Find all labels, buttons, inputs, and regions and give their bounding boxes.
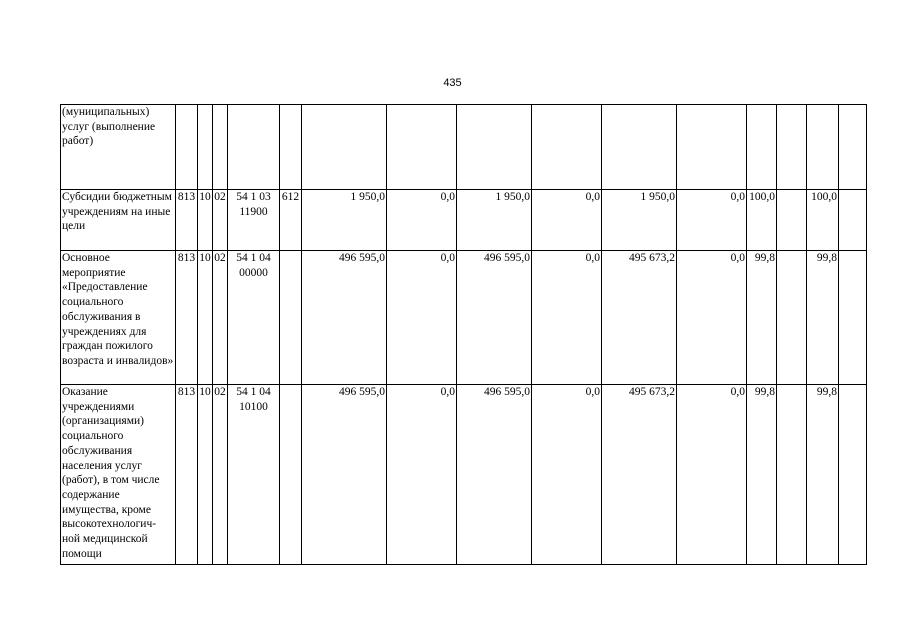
amount-cell [457, 105, 532, 190]
empty-cell [839, 385, 867, 565]
ministry-code: 813 [176, 251, 198, 385]
amount-cell: 496 595,0 [302, 385, 387, 565]
amount-cell [302, 105, 387, 190]
row-name: Оказание учреждениями (организациями) социального обслуживания населения услуг (работ), в том числе содержание имущества, кроме высокотехнологич-ной медицинской помощи [61, 385, 176, 565]
amount-cell: 0,0 [387, 251, 457, 385]
table-row [61, 251, 867, 385]
amount-cell: 1 950,0 [457, 190, 532, 251]
amount-cell: 1 950,0 [602, 190, 677, 251]
target-article-code: 54 1 04 00000 [228, 251, 280, 385]
amount-cell: 0,0 [677, 251, 747, 385]
target-article-code: 54 1 04 10100 [228, 385, 280, 565]
table-row [61, 190, 867, 251]
amount-cell: 495 673,2 [602, 251, 677, 385]
amount-cell [602, 105, 677, 190]
subsection-code: 02 [213, 251, 228, 385]
empty-cell [839, 251, 867, 385]
target-article-code: 54 1 03 11900 [228, 190, 280, 251]
percent-cell [747, 105, 777, 190]
amount-cell: 0,0 [387, 190, 457, 251]
row-name: Субсидии бюджетным учреждениям на иные цели [61, 190, 176, 251]
amount-cell: 495 673,2 [602, 385, 677, 565]
amount-cell: 496 595,0 [302, 251, 387, 385]
percent-cell [777, 385, 807, 565]
subsection-code [213, 105, 228, 190]
target-article-code [228, 105, 280, 190]
page-number: 435 [443, 77, 462, 89]
percent-cell: 100,0 [807, 190, 839, 251]
expense-type-code [280, 105, 302, 190]
row-name: (муниципальных) услуг (выполнение работ) [61, 105, 176, 190]
amount-cell: 0,0 [532, 385, 602, 565]
subsection-code: 02 [213, 385, 228, 565]
amount-cell: 0,0 [387, 385, 457, 565]
percent-cell: 99,8 [807, 385, 839, 565]
amount-cell [677, 105, 747, 190]
amount-cell: 1 950,0 [302, 190, 387, 251]
section-code: 10 [198, 385, 213, 565]
amount-cell: 496 595,0 [457, 385, 532, 565]
expense-type-code: 612 [280, 190, 302, 251]
amount-cell: 0,0 [532, 251, 602, 385]
section-code [198, 105, 213, 190]
amount-cell: 0,0 [677, 190, 747, 251]
section-code: 10 [198, 190, 213, 251]
table-row [61, 105, 867, 190]
budget-table [60, 104, 867, 565]
percent-cell: 99,8 [747, 251, 777, 385]
row-name: Основное мероприятие «Предоставление социального обслуживания в учреждениях для граждан пожилого возраста и инвалидов» [61, 251, 176, 385]
empty-cell [839, 190, 867, 251]
ministry-code: 813 [176, 190, 198, 251]
percent-cell: 99,8 [807, 251, 839, 385]
amount-cell [532, 105, 602, 190]
amount-cell: 0,0 [532, 190, 602, 251]
percent-cell: 100,0 [747, 190, 777, 251]
amount-cell [387, 105, 457, 190]
percent-cell [807, 105, 839, 190]
percent-cell [777, 251, 807, 385]
ministry-code [176, 105, 198, 190]
empty-cell [839, 105, 867, 190]
subsection-code: 02 [213, 190, 228, 251]
amount-cell: 496 595,0 [457, 251, 532, 385]
percent-cell: 99,8 [747, 385, 777, 565]
expense-type-code [280, 251, 302, 385]
table-row [61, 385, 867, 565]
expense-type-code [280, 385, 302, 565]
ministry-code: 813 [176, 385, 198, 565]
section-code: 10 [198, 251, 213, 385]
percent-cell [777, 105, 807, 190]
amount-cell: 0,0 [677, 385, 747, 565]
percent-cell [777, 190, 807, 251]
